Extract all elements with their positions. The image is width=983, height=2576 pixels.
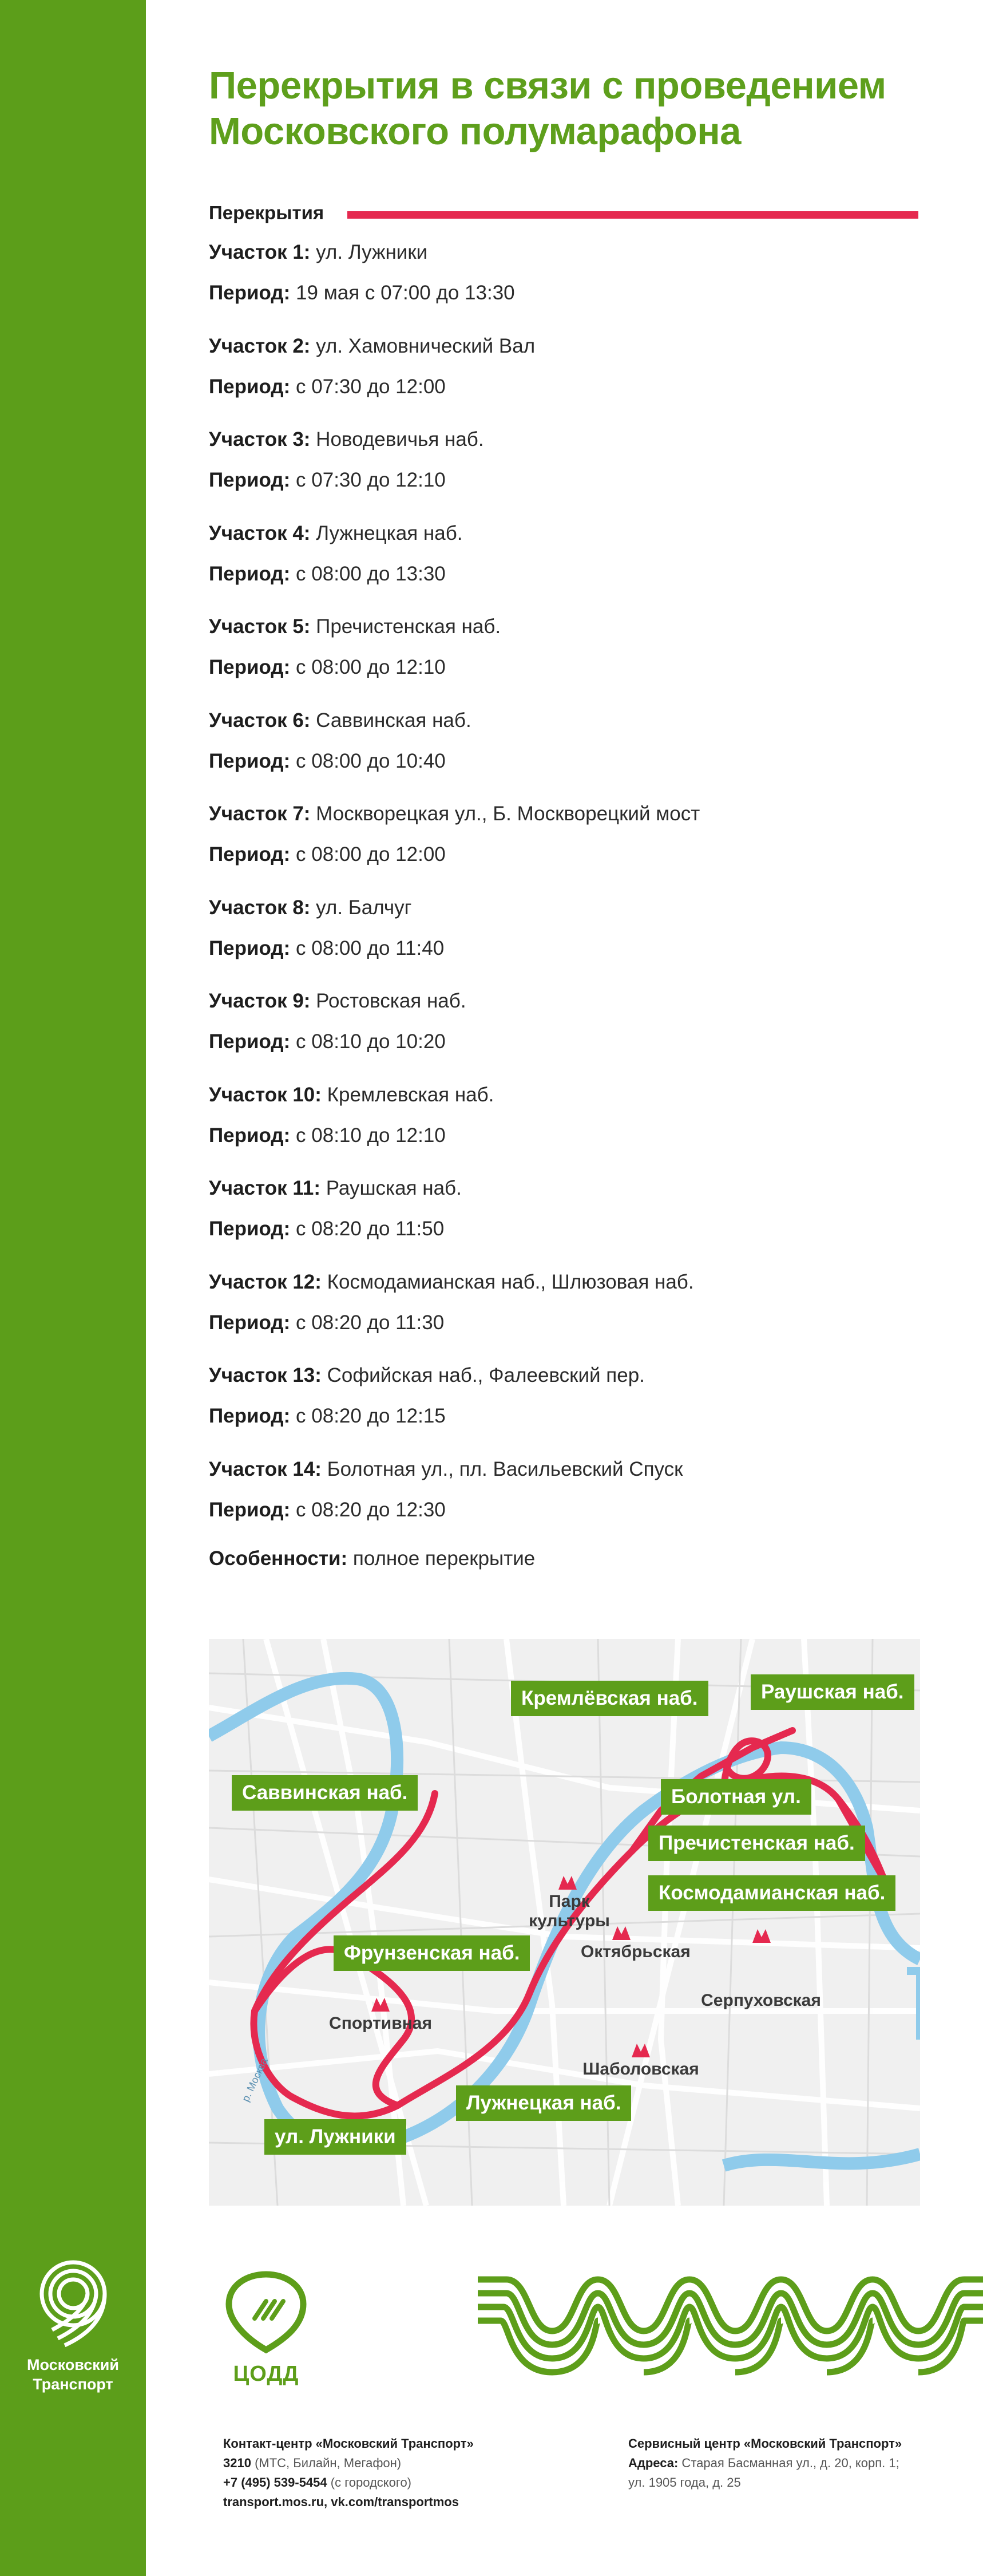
segment-place [209, 708, 918, 734]
metro-serpukhovskaya: Серпуховская [701, 1991, 821, 2010]
period-value: с 07:30 до 12:00 [290, 375, 446, 398]
decorative-waves [478, 2268, 983, 2394]
period-value: с 08:00 до 12:10 [290, 656, 446, 678]
route-map [209, 1639, 920, 2206]
red-divider [347, 211, 918, 219]
brand-line-2: Транспорт [33, 2376, 113, 2393]
segment-item [209, 426, 918, 520]
period-label: Период: [209, 749, 291, 772]
features-text [209, 1546, 535, 1572]
period-value: с 07:30 до 12:10 [290, 469, 446, 491]
segment-number: Участок 10: [209, 1083, 322, 1106]
tag-kremlevskaya: Кремлёвская наб. [511, 1681, 708, 1716]
metro-shabolovskaya: Шаболовская [582, 2060, 699, 2079]
period-value: с 08:10 до 10:20 [290, 1030, 446, 1053]
segment-period [209, 1123, 918, 1149]
segment-place [209, 1175, 918, 1202]
period-value: с 08:10 до 12:10 [290, 1124, 446, 1147]
segment-number: Участок 4: [209, 521, 311, 544]
segment-place [209, 520, 918, 547]
river-label: р. Москва [240, 2056, 270, 2104]
metro-park-kultury: Парк культуры [529, 1892, 610, 1930]
period-value: с 08:20 до 12:15 [290, 1405, 446, 1427]
segment-number: Участок 9: [209, 990, 311, 1012]
segment-number: Участок 13: [209, 1364, 322, 1386]
segment-street: Лужнецкая наб. [310, 521, 463, 544]
segment-street: Москворецкая ул., Б. Москворецкий мост [310, 803, 700, 825]
segment-number: Участок 3: [209, 428, 311, 451]
segment-number: Участок 8: [209, 896, 311, 919]
contact-center-title: Контакт-центр «Московский Транспорт» [223, 2436, 474, 2451]
metro-icon [370, 1997, 391, 2013]
period-label: Период: [209, 375, 291, 398]
metro-icon [557, 1875, 578, 1891]
segments-list [209, 239, 918, 1550]
segment-period [209, 935, 918, 962]
segment-place [209, 988, 918, 1014]
segment-number: Участок 1: [209, 241, 311, 263]
segment-item [209, 1456, 918, 1550]
phone-long[interactable]: +7 (495) 539-5454 [223, 2475, 327, 2490]
segment-item [209, 1175, 918, 1269]
segment-item [209, 239, 918, 333]
period-label: Период: [209, 1405, 291, 1427]
segment-item [209, 520, 918, 614]
segment-period [209, 1029, 918, 1055]
features-label: Особенности: [209, 1547, 348, 1570]
tag-bolotnaya: Болотная ул. [661, 1779, 811, 1815]
tag-kosmodamianskaya: Космодамианская наб. [648, 1875, 895, 1911]
period-value: с 08:00 до 11:40 [290, 937, 445, 959]
period-label: Период: [209, 469, 291, 491]
phone-short-note: (МТС, Билайн, Мегафон) [251, 2456, 402, 2470]
segment-item [209, 708, 918, 801]
period-value: с 08:00 до 12:00 [290, 843, 446, 866]
period-label: Период: [209, 937, 291, 959]
tag-frunzenskaya: Фрунзенская наб. [334, 1935, 530, 1971]
segment-period [209, 280, 918, 306]
codd-icon [223, 2270, 309, 2356]
segment-place [209, 1362, 918, 1389]
segment-place [209, 614, 918, 640]
service-center-title: Сервисный центр «Московский Транспорт» [628, 2436, 902, 2451]
segment-place [209, 1456, 918, 1483]
segment-place [209, 333, 918, 359]
address-label: Адреса: [628, 2456, 679, 2470]
segment-item [209, 333, 918, 427]
segment-period [209, 654, 918, 681]
metro-sportivnaya: Спортивная [329, 2014, 432, 2033]
closures-heading [209, 202, 918, 224]
segment-period [209, 748, 918, 775]
segment-item [209, 895, 918, 989]
segment-item [209, 614, 918, 708]
metro-icon [631, 2042, 651, 2059]
tag-luzhnetskaya: Лужнецкая наб. [456, 2085, 631, 2121]
segment-street: Пречистенская наб. [310, 615, 501, 638]
segment-item [209, 988, 918, 1082]
segment-number: Участок 11: [209, 1177, 320, 1199]
segment-street: Ростовская наб. [310, 990, 466, 1012]
segment-street: Космодамианская наб., Шлюзовая наб. [321, 1270, 694, 1293]
period-label: Период: [209, 562, 291, 585]
metro-oktyabrskaya: Октябрьская [581, 1942, 691, 1961]
segment-place [209, 1269, 918, 1295]
segment-number: Участок 5: [209, 615, 311, 638]
segment-place [209, 426, 918, 453]
address-1: Старая Басманная ул., д. 20, корп. 1; [678, 2456, 899, 2470]
period-value: с 08:20 до 11:50 [290, 1218, 445, 1240]
segment-street: Кремлевская наб. [321, 1083, 494, 1106]
period-label: Период: [209, 1030, 291, 1053]
segment-number: Участок 12: [209, 1270, 322, 1293]
segment-street: Софийская наб., Фалеевский пер. [321, 1364, 645, 1386]
period-value: с 08:20 до 11:30 [290, 1311, 445, 1334]
segment-period [209, 1497, 918, 1523]
transport-9-icon [30, 2258, 116, 2347]
segment-number: Участок 6: [209, 709, 311, 732]
period-value: с 08:00 до 10:40 [290, 749, 446, 772]
period-label: Период: [209, 1218, 291, 1240]
segment-number: Участок 7: [209, 803, 311, 825]
sidebar [0, 0, 146, 2576]
address-2: ул. 1905 года, д. 25 [628, 2475, 741, 2490]
features-value: полное перекрытие [347, 1547, 536, 1570]
segment-street: Новодевичья наб. [310, 428, 484, 451]
codd-text: ЦОДД [233, 2362, 299, 2386]
segment-item [209, 1362, 918, 1456]
segment-street: ул. Хамовнический Вал [310, 334, 536, 357]
tag-luzhniki: ул. Лужники [264, 2119, 406, 2155]
segment-period [209, 374, 918, 400]
page-title: Перекрытия в связи с проведением Московского полумарафона [209, 64, 886, 153]
period-value: 19 мая с 07:00 до 13:30 [290, 282, 515, 304]
segment-place [209, 801, 918, 827]
tag-savvinskaya: Саввинская наб. [232, 1775, 418, 1811]
segment-item [209, 801, 918, 895]
segment-period [209, 1310, 918, 1336]
period-value: с 08:20 до 12:30 [290, 1498, 446, 1521]
segment-period [209, 1403, 918, 1429]
tag-prechistenskaya: Пречистенская наб. [648, 1826, 865, 1861]
segment-street: Саввинская наб. [310, 709, 471, 732]
segment-street: Раушская наб. [320, 1177, 462, 1199]
segment-number: Участок 14: [209, 1457, 322, 1480]
segment-place [209, 895, 918, 921]
segment-period [209, 467, 918, 493]
segment-period [209, 561, 918, 587]
period-label: Период: [209, 843, 291, 866]
segment-place [209, 1082, 918, 1108]
segment-period [209, 841, 918, 868]
closures-heading-label: Перекрытия [209, 202, 338, 223]
phone-long-note: (с городского) [327, 2475, 412, 2490]
service-center [628, 2434, 902, 2492]
segment-street: ул. Балчуг [310, 896, 412, 919]
phone-short[interactable]: 3210 [223, 2456, 251, 2470]
codd-logo [220, 2270, 312, 2387]
segment-number: Участок 2: [209, 334, 311, 357]
segment-period [209, 1216, 918, 1242]
brand-line-1: Московский [27, 2356, 119, 2373]
segment-street: Болотная ул., пл. Васильевский Спуск [321, 1457, 683, 1480]
metro-icon [751, 1928, 772, 1944]
period-label: Период: [209, 1124, 291, 1147]
segment-item [209, 1082, 918, 1176]
period-label: Период: [209, 1311, 291, 1334]
tag-raushskaya: Раушская наб. [751, 1674, 914, 1710]
period-label: Период: [209, 282, 291, 304]
segment-street: ул. Лужники [310, 241, 428, 263]
moscow-transport-logo [0, 2258, 146, 2394]
segment-place [209, 239, 918, 266]
contact-center [223, 2434, 474, 2512]
website-links[interactable]: transport.mos.ru, vk.com/transportmos [223, 2495, 459, 2509]
period-label: Период: [209, 1498, 291, 1521]
period-label: Период: [209, 656, 291, 678]
period-value: с 08:00 до 13:30 [290, 562, 446, 585]
segment-item [209, 1269, 918, 1363]
metro-icon [611, 1925, 632, 1941]
